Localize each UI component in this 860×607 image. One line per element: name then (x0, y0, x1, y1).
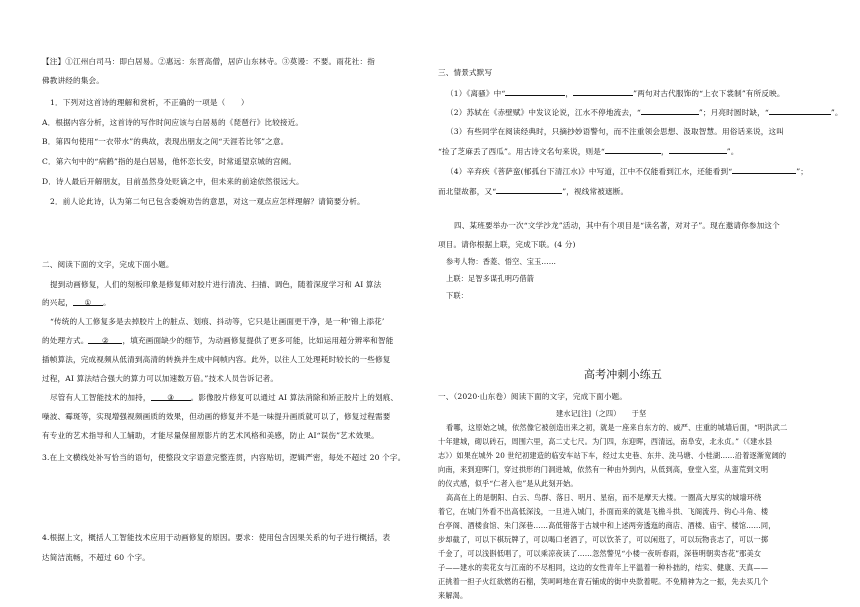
fill-line-5 (446, 166, 808, 177)
essay-line-7: 着它，在城门外看不出高低深浅，一旦进入城门，扑面而来的就是飞檐斗拱、飞阁流丹、钩心斗角、楼 (438, 507, 769, 516)
essay-line-2: 十年建城，砌以砖石，周围六里，高二丈七尺。为门四，东迎晖，西清远，南阜安，北永贞。”（《建水县 (438, 437, 773, 446)
fill-text: ”； (796, 167, 809, 176)
passage-text: 的处理方式。 (42, 336, 89, 345)
fill-text: 而北望故都，又“ (438, 187, 497, 196)
question-1-option-b: B．第四句使用“一衣带水”的典故，表现出朋友之间“天涯若比邻”之意。 (42, 137, 289, 146)
passage-text: 的兴起， (42, 298, 73, 307)
fill-line-1 (446, 88, 785, 99)
essay-line-5: 的仪式感，似乎“仁者入也”是从此刻开始。 (438, 479, 578, 488)
fill-text: ”。 (830, 108, 843, 117)
question-1-option-c: C．第六句中的“病鹤”指的是白居易，他怀恋长安，时常遥望京城的宫阙。 (42, 157, 297, 166)
essay-line-13: 来解渴。 (438, 591, 468, 600)
couplet-upper: 上联：足智多谋孔明巧借箭 (446, 274, 535, 283)
essay-line-12: 正挑着一担子火红欲燃的石榴，笑呵呵地在青石铺成的街中央款着呢。不免精神为之一振，先去买几个 (438, 577, 769, 586)
fill-line-4 (438, 146, 739, 157)
answer-blank[interactable] (496, 186, 562, 194)
blank-3 (151, 393, 191, 401)
fill-line-6 (438, 186, 628, 197)
blank-mark-2: ② (101, 336, 109, 345)
passage-text: 尽管有人工智能技术的加持， (50, 393, 151, 402)
practice-question: 一、（2020·山东卷）阅读下面的文字，完成下面小题。 (438, 392, 628, 401)
answer-blank[interactable] (505, 88, 565, 96)
fill-text: ”，视线常被遮断。 (562, 187, 629, 196)
passage-line-7 (50, 393, 398, 403)
fill-text: ”；月亮时圆时缺，“ (698, 108, 769, 117)
essay-line-10: 千金了，可以浅斟低唱了，可以乘凉夜读了……忽然警见“小楼一夜听春雨，深巷明朝卖杏花”那美女 (438, 549, 762, 558)
essay-line-8: 台亭阁、酒楼食馆、朱门深巷……高低错落于古城中和上述两旁透迤的商店、酒楼、庙宇、楼馆……同， (438, 521, 776, 530)
section-4-line-1: 四、某班要举办一次“文学沙龙”活动，其中有个项目是“读名著，对对子”。现在邀请你参加这个 (454, 221, 780, 230)
essay-line-1: 看哪，这原始之城，依然像它被创造出来之初，就是一座来自东方的、威严、庄重的城墙后面，“明洪武二 (446, 423, 788, 432)
answer-blank[interactable] (669, 146, 727, 154)
section-3-title: 三、情景式默写 (438, 68, 493, 77)
section-4-line-2: 项目。请你根据上联，完成下联。(4 分) (438, 240, 576, 249)
passage-line-9: 有专业的艺术指导和人工辅助，才能尽量保留原影片的艺术风格和美感，防止 AI“误伤”艺术效果。 (42, 431, 379, 440)
fill-text: （2）苏轼在《赤壁赋》中发议论说，江水不停地流去，“ (446, 108, 641, 117)
question-1-option-d: D．诗人最后开解朋友，目前虽然身处贬谪之中，但未来的前途依然很远大。 (42, 177, 304, 186)
passage-line-1: 提到动画修复，人们的刻板印象是修复师对胶片进行清洗、扫描、调色，随着深度学习和 AI 算法 (50, 280, 382, 289)
fill-text: ”两句对古代服饰的“上衣下裳制”有所反映。 (633, 89, 785, 98)
blank-1 (73, 298, 103, 306)
passage-text: 。影像胶片修复可以通过 AI 算法消除和矫正胶片上的划痕、 (190, 393, 399, 402)
practice-title: 高考冲刺小练五 (584, 368, 663, 381)
fill-text: “捡了芝麻丢了西瓜”。用古诗文名句来说，则是“ (438, 147, 605, 156)
fill-text: ”。 (726, 147, 739, 156)
question-4-line-2: 达简洁流畅，不超过 60 个字。 (42, 553, 151, 562)
passage-line-5: 插帧算法，完成视频从低清到高清的转换并生成中间帧内容。此外，以往人工处理耗时较长的一些修复 (42, 355, 391, 364)
fill-text: ， (565, 89, 574, 98)
passage-line-4 (42, 336, 394, 346)
passage-text: ，填充画面缺少的细节，为动画修复提供了更多可能，比如运用超分辨率和智能 (122, 336, 394, 345)
question-3: 3.在上文横线处补写恰当的语句，使整段文字语意完整连贯，内容贴切，逻辑严密，每处不超过 20 个字。 (42, 453, 406, 462)
blank-mark-1: ① (84, 298, 92, 307)
answer-blank[interactable] (769, 107, 831, 115)
essay-line-6: 高高在上的是朝阳、白云、鸟群、落日、明月、星宿，而不是摩天大楼。一圈高大厚实的城墙环绕 (446, 493, 762, 502)
answer-blank[interactable] (605, 146, 661, 154)
section-2-title: 二、阅读下面的文字，完成下面小题。 (42, 260, 174, 269)
question-1: 1．下列对这首诗的理解和赏析，不正确的一项是（ ） (50, 98, 249, 107)
blank-mark-3: ③ (167, 393, 175, 402)
answer-blank[interactable] (573, 88, 633, 96)
couplet-reference: 参考人物：香菱、悟空、宝玉…… (446, 257, 557, 266)
question-1-option-a: A．根据内容分析，这首诗的写作时间应该与白居易的《琵琶行》比较接近。 (42, 118, 304, 127)
poem-note-line-1: 【注】①江州白司马：即白居易。②惠远：东晋高僧，居庐山东林寺。③莫谩：不要。雨花社：指 (42, 57, 375, 66)
blank-2 (88, 336, 122, 344)
fill-text: （1）《离骚》中“ (446, 89, 506, 98)
couplet-lower: 下联： (446, 291, 469, 300)
essay-line-9: 步却截了，可以下棋玩牌了，可以喝口老酒了，可以饮茶了，可以闲逛了，可以玩物丧志了，可以一掷 (438, 535, 769, 544)
fill-line-3: （3）有些同学在阅读经典时，只摘抄妙语警句，而不注重领会思想、汲取智慧。用俗话来说，这叫 (446, 127, 784, 136)
essay-line-4: 向南，来到迎晖门，穿过拱形的门洞进城，依然有一种由外到内，从低到高，登堂入室，从蛮荒到文明 (438, 465, 769, 474)
passage-line-2: 的兴起， ① 。 (42, 298, 111, 307)
question-4-line-1: 4.根据上文，概括人工智能技术应用于动画修复的原因。要求：使用包含因果关系的句子进行概括，表 (42, 533, 391, 542)
passage-line-3: “传统的人工修复多是去掉胶片上的脏点、划痕、抖动等，它只是让画面更干净，是一种‘锦上添花’ (50, 317, 385, 326)
essay-line-11: 子——建水的卖花女与江南的不尽相同，这边的女性青年上平温着一种朴拙的，结实、健康、天真—— (438, 563, 769, 572)
essay-line-3: 志》）如果在城外 20 世纪初建造的临安车站下车，经过太史巷、东井、洗马塘、小桂湖……沿着逐渐宽阔的 (438, 451, 787, 460)
essay-title: 建水记[注]（之四） 于坚 (556, 409, 647, 418)
answer-blank[interactable] (641, 107, 699, 115)
passage-line-8: 噪波、霉斑等，实现增强视频画质的效果，但动画的修复并不是一味提升画质就可以了，修复过程需要 (42, 412, 391, 421)
fill-text: （4）辛弃疾《菩萨蛮(郁孤台下清江水)》中写道，江中不仅能看到江水，还能看到“ (446, 167, 733, 176)
poem-note-line-2: 佛教讲经的集会。 (42, 76, 104, 85)
fill-line-2 (446, 107, 843, 118)
question-2: 2．前人论此诗，认为第二句已包含委婉劝告的意思，对这一观点应怎样理解？请简要分析。 (50, 197, 365, 206)
answer-blank[interactable] (732, 166, 796, 174)
passage-line-6: 过程，AI 算法结合强大的算力可以加速数万倍。”技术人员告诉记者。 (42, 374, 279, 383)
fill-text: ， (660, 147, 669, 156)
